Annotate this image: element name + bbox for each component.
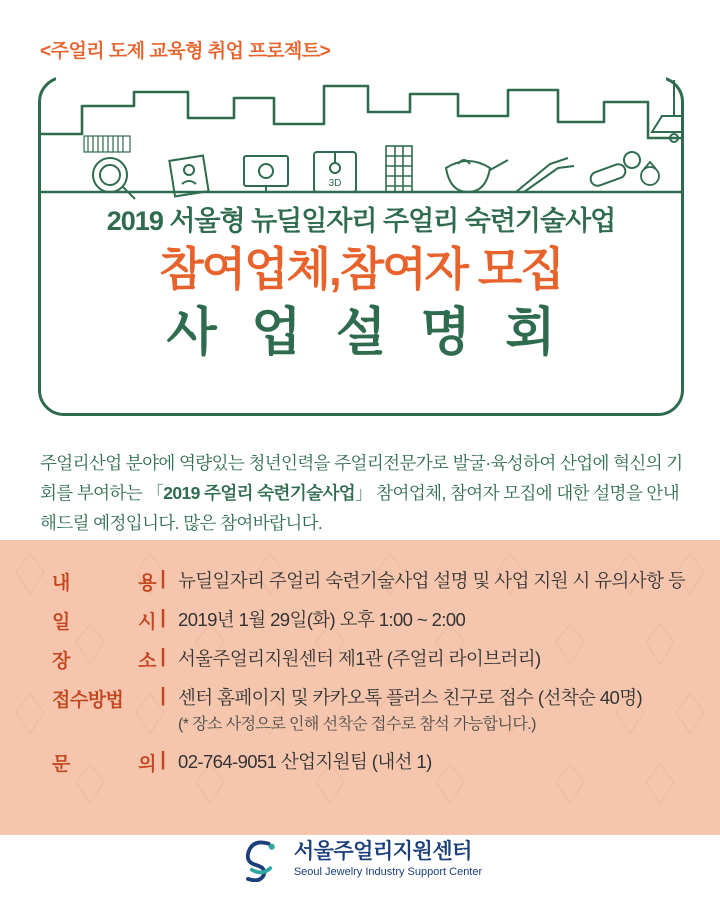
logo-name-ko: 서울주얼리지원센터 bbox=[293, 840, 472, 864]
info-value-registration bbox=[170, 685, 692, 737]
info-panel bbox=[0, 540, 720, 835]
info-table bbox=[52, 568, 692, 776]
seoul-jewelry-logo-icon bbox=[238, 836, 284, 882]
info-separator: | bbox=[160, 685, 166, 706]
svg-text:3D: 3D bbox=[328, 178, 342, 189]
poster-tagline: <주얼리 도제 교육형 취업 프로젝트> bbox=[40, 41, 331, 62]
info-value-place: 서울주얼리지원센터 제1관 (주얼리 라이브러리) bbox=[178, 648, 541, 669]
title-line-2: 참여업체,참여자 모집 bbox=[159, 243, 563, 296]
info-separator: | bbox=[160, 607, 166, 628]
info-label-place: 장 소 bbox=[52, 651, 156, 672]
info-label-inquiry: 문 의 bbox=[52, 753, 156, 775]
info-label-datetime: 일 시 bbox=[52, 612, 156, 633]
info-row-registration bbox=[52, 685, 692, 737]
title-line-1: 2019 서울형 뉴딜일자리 주얼리 숙련기술사업 bbox=[106, 206, 616, 236]
info-value-registration-main: 센터 홈페이지 및 카카오톡 플러스 친구로 접수 (선착순 40명) bbox=[178, 687, 643, 708]
logo-text-block bbox=[294, 840, 482, 877]
info-row-inquiry bbox=[52, 749, 692, 776]
info-row-datetime bbox=[52, 607, 692, 634]
info-separator: | bbox=[160, 646, 166, 667]
info-separator: | bbox=[160, 748, 166, 770]
paragraph-part-2: 」 참여업체, 참여자 모집에 대한 설명을 안내해드릴 예정입니다. 많은 참여바랍니다. bbox=[40, 483, 679, 534]
title-block bbox=[38, 205, 684, 366]
title-line-3: 사 업 설 명 회 bbox=[166, 303, 566, 362]
info-label-registration bbox=[52, 685, 156, 712]
info-value-inquiry: 02-764-9051 산업지원팀 (내선 1) bbox=[178, 750, 432, 772]
info-value-datetime: 2019년 1월 29일(화) 오후 1:00 ~ 2:00 bbox=[178, 609, 466, 630]
info-label-registration-text: 접수방법 bbox=[52, 690, 124, 711]
info-row-content bbox=[52, 568, 692, 595]
skyline-illustration bbox=[38, 72, 684, 207]
paragraph-part-1: 주얼리산업 분야에 역량있는 청년인력을 주얼리전문가로 발굴·육성하여 산업에 혁신의 기회를 부여하는 「 bbox=[40, 453, 683, 504]
paragraph-highlight: 2019 주얼리 숙련기술사업 bbox=[163, 483, 356, 504]
intro-paragraph bbox=[40, 448, 688, 538]
info-value-registration-note: (* 장소 사정으로 인해 선착순 접수로 참석 가능합니다.) bbox=[178, 716, 536, 734]
info-row-place bbox=[52, 646, 692, 673]
info-separator: | bbox=[160, 568, 166, 589]
info-value-content: 뉴딜일자리 주얼리 숙련기술사업 설명 및 사업 지원 시 유의사항 등 bbox=[178, 570, 686, 591]
footer-logo bbox=[0, 836, 720, 882]
info-label-content: 내 용 bbox=[52, 573, 156, 594]
logo-name-en: Seoul Jewelry Industry Support Center bbox=[293, 865, 483, 878]
